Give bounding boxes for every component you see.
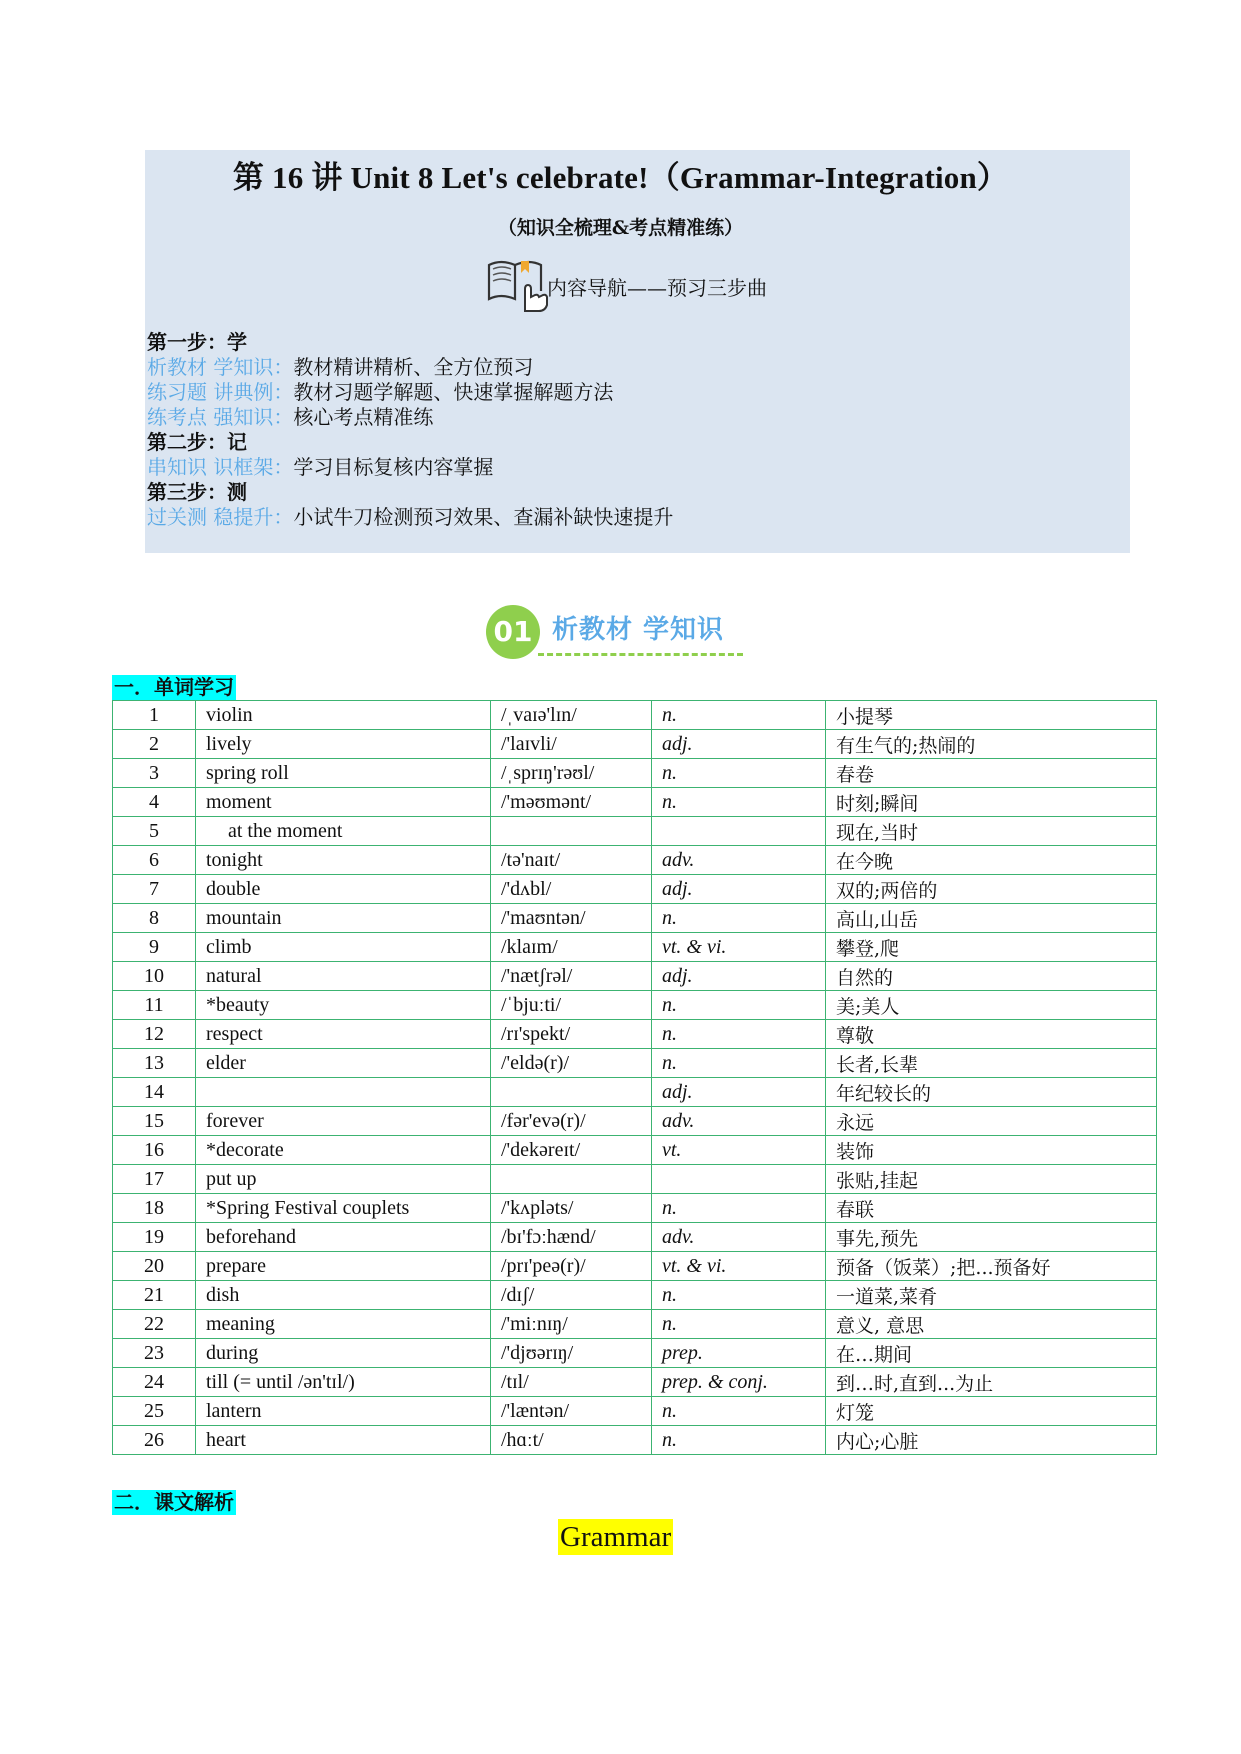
vocab-number: 22 xyxy=(113,1310,196,1339)
vocab-phonetic: /ˈbjuːti/ xyxy=(491,991,652,1020)
step-item-label: 串知识 识框架： xyxy=(147,455,294,479)
step-item xyxy=(147,355,673,380)
vocab-phonetic: /'maʊntən/ xyxy=(491,904,652,933)
vocab-part-of-speech: vt. & vi. xyxy=(652,1252,826,1281)
vocab-word: dish xyxy=(196,1281,491,1310)
vocab-number: 25 xyxy=(113,1397,196,1426)
vocab-word: heart xyxy=(196,1426,491,1455)
vocab-phonetic: /'dekəreɪt/ xyxy=(491,1136,652,1165)
vocab-meaning: 到…时,直到...为止 xyxy=(826,1368,1157,1397)
vocab-part-of-speech: n. xyxy=(652,1397,826,1426)
vocab-phonetic: /rɪ'spekt/ xyxy=(491,1020,652,1049)
vocab-meaning: 一道菜,菜肴 xyxy=(826,1281,1157,1310)
vocab-number: 8 xyxy=(113,904,196,933)
vocab-part-of-speech: n. xyxy=(652,1049,826,1078)
vocab-number: 13 xyxy=(113,1049,196,1078)
vocab-word: elder xyxy=(196,1049,491,1078)
vocab-phonetic: /ˌsprɪŋ'rəʊl/ xyxy=(491,759,652,788)
vocab-part-of-speech: n. xyxy=(652,1194,826,1223)
step-heading xyxy=(147,430,673,455)
section-badge xyxy=(486,603,761,661)
vocab-part-of-speech: n. xyxy=(652,1310,826,1339)
table-row xyxy=(113,991,1157,1020)
step-heading xyxy=(147,330,673,355)
vocab-word: *beauty xyxy=(196,991,491,1020)
vocab-number: 4 xyxy=(113,788,196,817)
vocab-part-of-speech: adj. xyxy=(652,962,826,991)
vocab-word: lively xyxy=(196,730,491,759)
vocab-phonetic: /'miːnɪŋ/ xyxy=(491,1310,652,1339)
vocab-number: 23 xyxy=(113,1339,196,1368)
vocab-part-of-speech: n. xyxy=(652,759,826,788)
vocab-word: lantern xyxy=(196,1397,491,1426)
vocab-meaning: 时刻;瞬间 xyxy=(826,788,1157,817)
vocab-meaning: 年纪较长的 xyxy=(826,1078,1157,1107)
vocab-phonetic: /'kʌpləts/ xyxy=(491,1194,652,1223)
vocab-phonetic: /tɪl/ xyxy=(491,1368,652,1397)
vocab-word: forever xyxy=(196,1107,491,1136)
step-heading-text: 第三步：测 xyxy=(147,480,247,504)
table-row xyxy=(113,730,1157,759)
vocab-phonetic: /'eldə(r)/ xyxy=(491,1049,652,1078)
vocab-meaning: 小提琴 xyxy=(826,701,1157,730)
vocab-meaning: 永远 xyxy=(826,1107,1157,1136)
vocab-phonetic xyxy=(491,817,652,846)
vocab-number: 15 xyxy=(113,1107,196,1136)
table-row xyxy=(113,846,1157,875)
vocab-number: 24 xyxy=(113,1368,196,1397)
step-heading-text: 第二步：记 xyxy=(147,430,247,454)
vocab-part-of-speech xyxy=(652,1165,826,1194)
document-subtitle: （知识全梳理&考点精准练） xyxy=(497,217,744,239)
vocab-part-of-speech: prep. & conj. xyxy=(652,1368,826,1397)
vocab-phonetic: /prɪ'peə(r)/ xyxy=(491,1252,652,1281)
table-row xyxy=(113,1020,1157,1049)
vocab-word: beforehand xyxy=(196,1223,491,1252)
table-row xyxy=(113,962,1157,991)
vocab-word: prepare xyxy=(196,1252,491,1281)
step-item-label: 析教材 学知识： xyxy=(147,355,294,379)
step-item-text: 学习目标复核内容掌握 xyxy=(293,455,494,479)
table-row xyxy=(113,1281,1157,1310)
vocab-part-of-speech: n. xyxy=(652,1426,826,1455)
step-item-text: 教材精讲精析、全方位预习 xyxy=(293,355,534,379)
vocab-phonetic: /'dʌbl/ xyxy=(491,875,652,904)
vocab-part-of-speech: prep. xyxy=(652,1339,826,1368)
vocab-part-of-speech xyxy=(652,817,826,846)
vocab-meaning: 双的;两倍的 xyxy=(826,875,1157,904)
table-row xyxy=(113,759,1157,788)
vocab-part-of-speech: adv. xyxy=(652,1107,826,1136)
vocab-number: 11 xyxy=(113,991,196,1020)
table-row xyxy=(113,933,1157,962)
table-row xyxy=(113,875,1157,904)
vocab-part-of-speech: n. xyxy=(652,1281,826,1310)
vocab-word: put up xyxy=(196,1165,491,1194)
table-row xyxy=(113,1078,1157,1107)
vocab-part-of-speech: adv. xyxy=(652,1223,826,1252)
vocab-number: 14 xyxy=(113,1078,196,1107)
content-navigation xyxy=(485,253,767,313)
vocab-meaning: 装饰 xyxy=(826,1136,1157,1165)
vocab-number: 21 xyxy=(113,1281,196,1310)
table-row xyxy=(113,1136,1157,1165)
vocab-meaning: 美;美人 xyxy=(826,991,1157,1020)
badge-text: 析教材 学知识 xyxy=(552,615,725,645)
vocab-meaning: 自然的 xyxy=(826,962,1157,991)
vocab-meaning: 尊敬 xyxy=(826,1020,1157,1049)
table-row xyxy=(113,1310,1157,1339)
vocab-part-of-speech: adj. xyxy=(652,1078,826,1107)
vocab-phonetic: /ˌvaɪə'lɪn/ xyxy=(491,701,652,730)
step-item-text: 核心考点精准练 xyxy=(293,405,434,429)
step-item-label: 过关测 稳提升： xyxy=(147,505,294,529)
table-row xyxy=(113,1223,1157,1252)
table-row xyxy=(113,904,1157,933)
vocab-word: natural xyxy=(196,962,491,991)
vocab-word: *decorate xyxy=(196,1136,491,1165)
vocab-phonetic xyxy=(491,1078,652,1107)
vocab-word: moment xyxy=(196,788,491,817)
vocab-part-of-speech: n. xyxy=(652,904,826,933)
table-row xyxy=(113,1049,1157,1078)
vocab-meaning: 攀登,爬 xyxy=(826,933,1157,962)
vocab-meaning: 现在,当时 xyxy=(826,817,1157,846)
document-title: 第 16 讲 Unit 8 Let's celebrate!（Grammar-Integration） xyxy=(232,160,1009,195)
table-row xyxy=(113,788,1157,817)
vocab-number: 19 xyxy=(113,1223,196,1252)
vocab-phonetic: /hɑːt/ xyxy=(491,1426,652,1455)
vocab-part-of-speech: n. xyxy=(652,701,826,730)
vocab-phonetic xyxy=(491,1165,652,1194)
vocab-number: 5 xyxy=(113,817,196,846)
nav-text: 内容导航——预习三步曲 xyxy=(547,275,767,300)
table-row xyxy=(113,1368,1157,1397)
vocab-phonetic: /klaɪm/ xyxy=(491,933,652,962)
vocab-phonetic: /'nætʃrəl/ xyxy=(491,962,652,991)
grammar-heading: Grammar xyxy=(560,1521,672,1553)
vocab-word: during xyxy=(196,1339,491,1368)
table-row xyxy=(113,817,1157,846)
vocab-number: 26 xyxy=(113,1426,196,1455)
table-row xyxy=(113,1107,1157,1136)
vocab-meaning: 灯笼 xyxy=(826,1397,1157,1426)
vocab-meaning: 预备（饭菜）;把...预备好 xyxy=(826,1252,1157,1281)
vocab-phonetic: /'məʊmənt/ xyxy=(491,788,652,817)
vocab-word: meaning xyxy=(196,1310,491,1339)
vocab-word: respect xyxy=(196,1020,491,1049)
vocab-table xyxy=(112,700,1157,1455)
vocab-meaning: 春卷 xyxy=(826,759,1157,788)
vocab-part-of-speech: n. xyxy=(652,1020,826,1049)
vocab-meaning: 有生气的;热闹的 xyxy=(826,730,1157,759)
table-row xyxy=(113,1165,1157,1194)
vocab-number: 3 xyxy=(113,759,196,788)
step-item xyxy=(147,405,673,430)
table-row xyxy=(113,1194,1157,1223)
vocab-word: tonight xyxy=(196,846,491,875)
vocab-word: mountain xyxy=(196,904,491,933)
step-item-label: 练习题 讲典例： xyxy=(147,380,294,404)
vocab-number: 6 xyxy=(113,846,196,875)
vocab-word: till (= until /ən'tɪl/) xyxy=(196,1368,491,1397)
vocab-word: climb xyxy=(196,933,491,962)
vocab-phonetic: /tə'naɪt/ xyxy=(491,846,652,875)
vocab-meaning: 春联 xyxy=(826,1194,1157,1223)
badge-underline xyxy=(538,653,743,656)
vocab-part-of-speech: vt. xyxy=(652,1136,826,1165)
vocab-word: violin xyxy=(196,701,491,730)
step-item-label: 练考点 强知识： xyxy=(147,405,294,429)
vocab-number: 9 xyxy=(113,933,196,962)
vocab-number: 20 xyxy=(113,1252,196,1281)
vocab-word: at the moment xyxy=(196,817,491,846)
vocab-meaning: 高山,山岳 xyxy=(826,904,1157,933)
vocab-number: 16 xyxy=(113,1136,196,1165)
vocab-phonetic: /bɪ'fɔːhænd/ xyxy=(491,1223,652,1252)
vocab-phonetic: /'læntən/ xyxy=(491,1397,652,1426)
vocab-number: 10 xyxy=(113,962,196,991)
vocab-meaning: 张贴,挂起 xyxy=(826,1165,1157,1194)
vocab-number: 1 xyxy=(113,701,196,730)
vocab-part-of-speech: n. xyxy=(652,991,826,1020)
vocab-part-of-speech: vt. & vi. xyxy=(652,933,826,962)
vocab-meaning: 事先,预先 xyxy=(826,1223,1157,1252)
steps-list xyxy=(147,330,673,530)
book-hand-icon xyxy=(485,253,549,313)
vocab-number: 17 xyxy=(113,1165,196,1194)
vocab-part-of-speech: adv. xyxy=(652,846,826,875)
vocab-phonetic: /dɪʃ/ xyxy=(491,1281,652,1310)
step-item-text: 教材习题学解题、快速掌握解题方法 xyxy=(293,380,614,404)
table-row xyxy=(113,1252,1157,1281)
step-heading xyxy=(147,480,673,505)
vocab-meaning: 在…期间 xyxy=(826,1339,1157,1368)
vocab-word: spring roll xyxy=(196,759,491,788)
vocab-meaning: 意义, 意思 xyxy=(826,1310,1157,1339)
badge-number: 01 xyxy=(486,605,540,659)
vocab-meaning: 内心;心脏 xyxy=(826,1426,1157,1455)
vocab-meaning: 长者,长辈 xyxy=(826,1049,1157,1078)
step-item xyxy=(147,380,673,405)
table-row xyxy=(113,1339,1157,1368)
step-item xyxy=(147,455,673,480)
vocab-number: 2 xyxy=(113,730,196,759)
vocab-part-of-speech: n. xyxy=(652,788,826,817)
vocab-phonetic: /'djʊərɪŋ/ xyxy=(491,1339,652,1368)
table-row xyxy=(113,701,1157,730)
vocab-phonetic: /fər'evə(r)/ xyxy=(491,1107,652,1136)
vocab-part-of-speech: adj. xyxy=(652,730,826,759)
step-heading-text: 第一步：学 xyxy=(147,330,247,354)
vocab-number: 7 xyxy=(113,875,196,904)
vocab-number: 12 xyxy=(113,1020,196,1049)
section-label-vocab: 一．单词学习 xyxy=(114,675,234,699)
table-row xyxy=(113,1426,1157,1455)
vocab-phonetic: /'laɪvli/ xyxy=(491,730,652,759)
step-item-text: 小试牛刀检测预习效果、查漏补缺快速提升 xyxy=(293,505,674,529)
vocab-number: 18 xyxy=(113,1194,196,1223)
section-label-text-analysis: 二．课文解析 xyxy=(114,1490,234,1514)
step-item xyxy=(147,505,673,530)
vocab-word xyxy=(196,1078,491,1107)
vocab-meaning: 在今晚 xyxy=(826,846,1157,875)
vocab-word: *Spring Festival couplets xyxy=(196,1194,491,1223)
table-row xyxy=(113,1397,1157,1426)
vocab-word: double xyxy=(196,875,491,904)
vocab-part-of-speech: adj. xyxy=(652,875,826,904)
